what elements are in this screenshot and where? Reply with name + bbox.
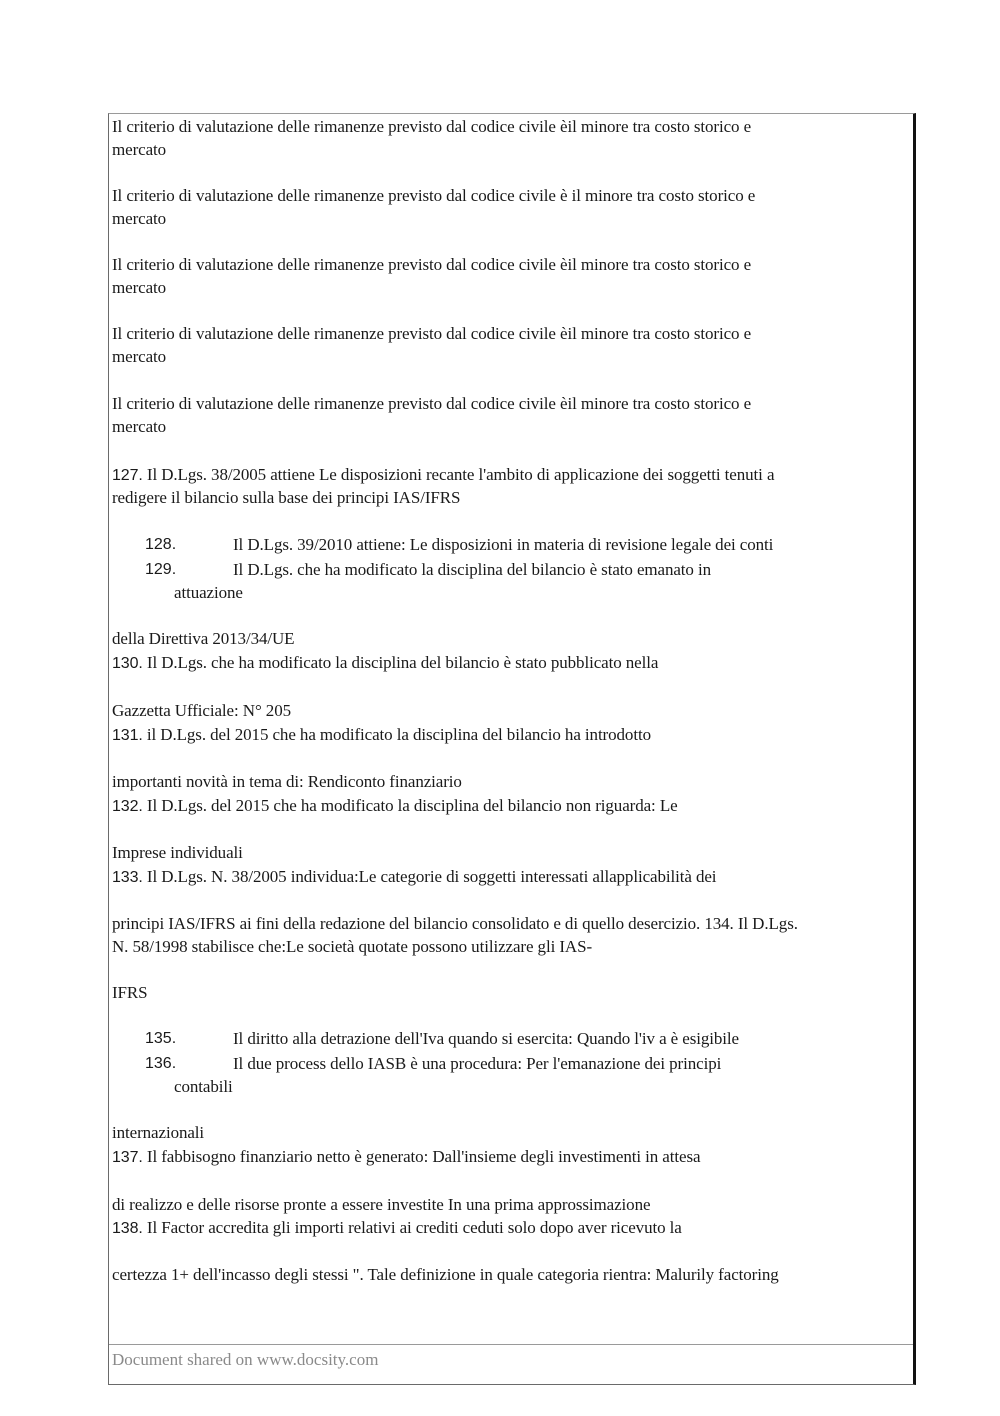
question-138-line2: certezza 1+ dell'incasso degli stessi ". Tale definizione in quale categoria rientra: Malurily factoring [112, 1265, 779, 1284]
question-127-line2: redigere il bilancio sulla base dei principi IAS/IFRS [112, 488, 461, 507]
question-138 [112, 1217, 682, 1240]
paragraph-line: Il criterio di valutazione delle rimanenze previsto dal codice civile èil minore tra costo storico e [112, 255, 752, 274]
list-number-129: 129. [145, 561, 177, 578]
question-137 [112, 1146, 700, 1169]
paragraph-line: mercato [112, 209, 167, 228]
paragraph-line: Il criterio di valutazione delle rimanenze previsto dal codice civile èil minore tra costo storico e [112, 394, 752, 413]
list-item-136-line3: internazionali [112, 1123, 205, 1142]
question-133-line3: N. 58/1998 stabilisce che:Le società quotate possono utilizzare gli IAS- [112, 937, 593, 956]
question-number: 138. [112, 1220, 143, 1237]
question-127 [112, 464, 774, 487]
paragraph-line: Il criterio di valutazione delle rimanenze previsto dal codice civile èil minore tra costo storico e [112, 117, 752, 136]
question-text: il D.Lgs. del 2015 che ha modificato la disciplina del bilancio ha introdotto [142, 725, 651, 744]
paragraph-line: mercato [112, 417, 167, 436]
list-item-136-line2: contabili [174, 1077, 233, 1096]
footer-divider [109, 1344, 913, 1345]
question-131-line2: importanti novità in tema di: Rendiconto finanziario [112, 772, 462, 791]
question-text: Il D.Lgs. 38/2005 attiene Le disposizioni recante l'ambito di applicazione dei soggetti tenuti a [142, 465, 775, 484]
question-text: Il Factor accredita gli importi relativi ai crediti ceduti solo dopo aver ricevuto la [142, 1218, 682, 1237]
question-number: 132. [112, 798, 143, 815]
list-item-136: Il due process dello IASB è una procedura: Per l'emanazione dei principi [233, 1054, 722, 1073]
page-frame [108, 113, 916, 1385]
question-number: 133. [112, 869, 143, 886]
question-text: Il fabbisogno finanziario netto è generato: Dall'insieme degli investimenti in attesa [142, 1147, 701, 1166]
question-number: 130. [112, 655, 143, 672]
question-number: 131. [112, 727, 143, 744]
paragraph-line: Il criterio di valutazione delle rimanenze previsto dal codice civile èil minore tra costo storico e [112, 324, 752, 343]
question-number: 127. [112, 467, 143, 484]
list-number-135: 135. [145, 1030, 177, 1047]
list-item-129-line3: della Direttiva 2013/34/UE [112, 629, 295, 648]
question-text: Il D.Lgs. che ha modificato la disciplina del bilancio è stato pubblicato nella [142, 653, 659, 672]
list-item-129-line2: attuazione [174, 583, 243, 602]
question-132 [112, 795, 678, 818]
question-132-line2: Imprese individuali [112, 843, 243, 862]
list-item-128: Il D.Lgs. 39/2010 attiene: Le disposizioni in materia di revisione legale dei conti [233, 535, 774, 554]
list-number-128: 128. [145, 536, 177, 553]
paragraph-line: Il criterio di valutazione delle rimanenze previsto dal codice civile è il minore tra costo storico e [112, 186, 756, 205]
list-number-136: 136. [145, 1055, 177, 1072]
question-133 [112, 866, 716, 889]
paragraph-line: mercato [112, 140, 167, 159]
question-133-line4: IFRS [112, 983, 148, 1002]
paragraph-line: mercato [112, 347, 167, 366]
question-133-line2: principi IAS/IFRS ai fini della redazione del bilancio consolidato e di quello desercizio. 134. Il D.Lgs. [112, 914, 798, 933]
paragraph-line: mercato [112, 278, 167, 297]
list-item-129: Il D.Lgs. che ha modificato la disciplina del bilancio è stato emanato in [233, 560, 711, 579]
question-number: 137. [112, 1149, 143, 1166]
question-text: Il D.Lgs. del 2015 che ha modificato la disciplina del bilancio non riguarda: Le [142, 796, 678, 815]
footer-docsity-link[interactable]: Document shared on www.docsity.com [112, 1350, 379, 1369]
question-131 [112, 724, 651, 747]
question-130 [112, 652, 658, 675]
question-130-line2: Gazzetta Ufficiale: N° 205 [112, 701, 291, 720]
question-137-line2: di realizzo e delle risorse pronte a essere investite In una prima approssimazione [112, 1195, 651, 1214]
question-text: Il D.Lgs. N. 38/2005 individua:Le categorie di soggetti interessati allapplicabilità dei [142, 867, 717, 886]
list-item-135: Il diritto alla detrazione dell'Iva quando si esercita: Quando l'iv a è esigibile [233, 1029, 739, 1048]
